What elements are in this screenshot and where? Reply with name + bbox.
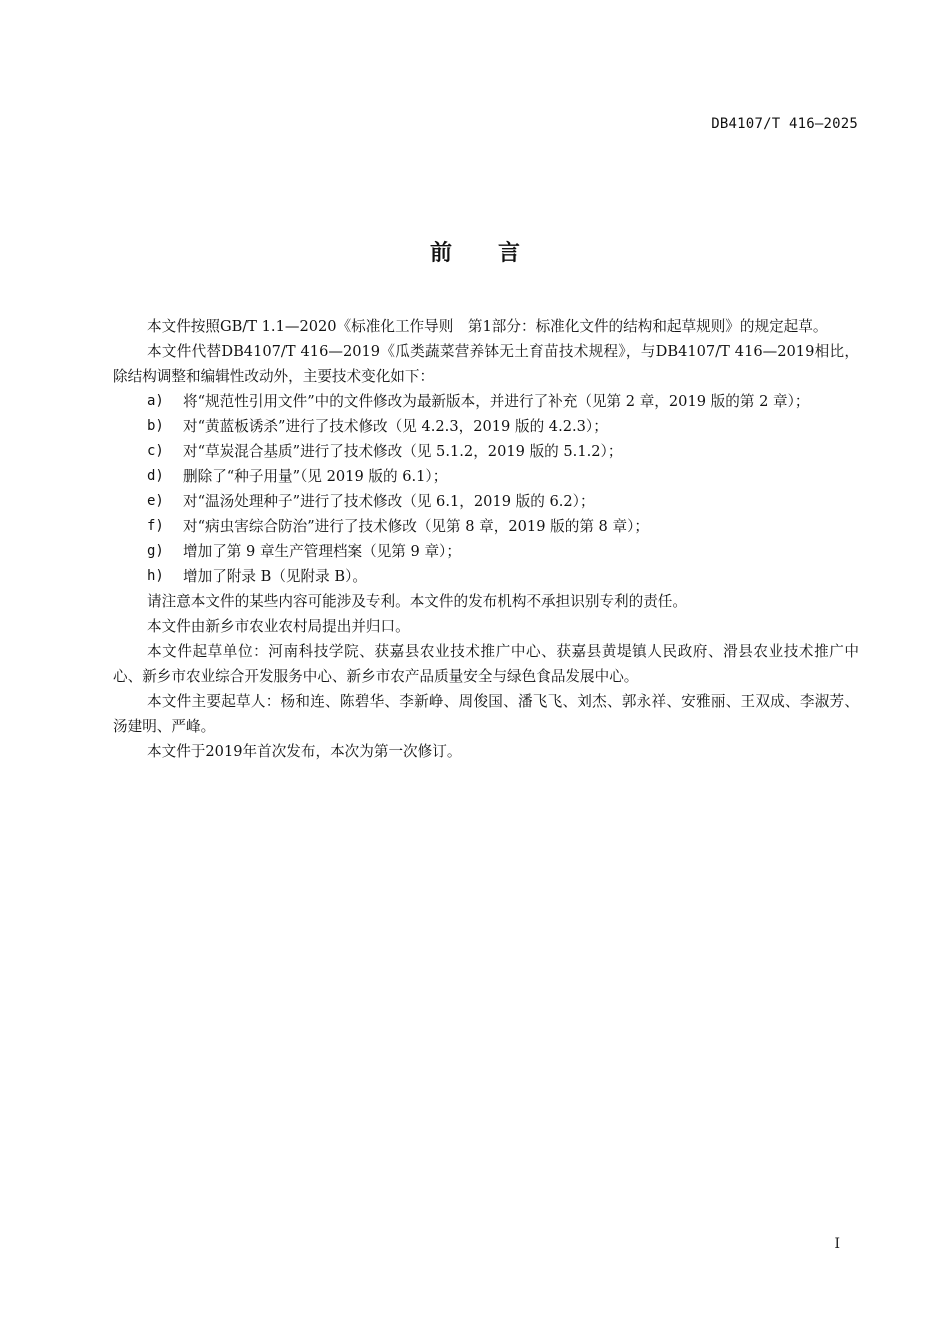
paragraph-proposer: 本文件由新乡市农业农村局提出并归口。 bbox=[147, 618, 410, 635]
list-item bbox=[113, 564, 859, 589]
page-title: 前言 bbox=[429, 241, 566, 266]
list-text: 增加了第 9 章生产管理档案（见第 9 章）； bbox=[183, 543, 461, 560]
list-text: 对“草炭混合基质”进行了技术修改（见 5.1.2，2019 版的 5.1.2）； bbox=[183, 443, 623, 460]
list-text: 对“黄蓝板诱杀”进行了技术修改（见 4.2.3，2019 版的 4.2.3）； bbox=[183, 418, 608, 435]
list-item bbox=[113, 514, 859, 539]
foreword-body bbox=[113, 314, 859, 764]
list-marker: e) bbox=[147, 493, 164, 509]
list-text: 删除了“种子用量”（见 2019 版的 6.1）； bbox=[183, 468, 448, 485]
list-item bbox=[113, 439, 859, 464]
list-marker: d) bbox=[147, 468, 164, 484]
list-item bbox=[113, 464, 859, 489]
paragraph-drafters: 本文件主要起草人：杨和连、陈碧华、李新峥、周俊国、潘飞飞、刘杰、郭永祥、安雅丽、王双成、李淑芳、汤建明、严峰。 bbox=[113, 693, 859, 735]
list-text: 增加了附录 B（见附录 B）。 bbox=[183, 568, 367, 585]
list-text: 对“病虫害综合防治”进行了技术修改（见第 8 章，2019 版的第 8 章）； bbox=[183, 518, 649, 535]
list-marker: f) bbox=[147, 518, 164, 534]
paragraph-history: 本文件于2019年首次发布，本次为第一次修订。 bbox=[147, 743, 462, 760]
list-item bbox=[113, 489, 859, 514]
list-marker: h) bbox=[147, 568, 164, 584]
list-item bbox=[113, 389, 859, 414]
list-item bbox=[113, 539, 859, 564]
list-marker: c) bbox=[147, 443, 164, 459]
document-code: DB4107/T 416—2025 bbox=[711, 116, 858, 132]
paragraph-replacement: 本文件代替DB4107/T 416—2019《瓜类蔬菜营养钵无土育苗技术规程》，与DB4107/T 416—2019相比，除结构调整和编辑性改动外，主要技术变化如下： bbox=[113, 343, 859, 385]
paragraph-drafting-rule: 本文件按照GB/T 1.1—2020《标准化工作导则 第1部分：标准化文件的结构和起草规则》的规定起草。 bbox=[147, 318, 828, 335]
list-marker: a) bbox=[147, 393, 164, 409]
list-marker: g) bbox=[147, 543, 164, 559]
paragraph-patent-notice: 请注意本文件的某些内容可能涉及专利。本文件的发布机构不承担识别专利的责任。 bbox=[147, 593, 687, 610]
list-item bbox=[113, 414, 859, 439]
list-text: 对“温汤处理种子”进行了技术修改（见 6.1，2019 版的 6.2）； bbox=[183, 493, 595, 510]
list-text: 将“规范性引用文件”中的文件修改为最新版本，并进行了补充（见第 2 章，2019 版的第 2 章）； bbox=[183, 393, 810, 410]
page-number: I bbox=[834, 1236, 840, 1252]
list-marker: b) bbox=[147, 418, 164, 434]
paragraph-drafting-units: 本文件起草单位：河南科技学院、获嘉县农业技术推广中心、获嘉县黄堤镇人民政府、滑县农业技术推广中心、新乡市农业综合开发服务中心、新乡市农产品质量安全与绿色食品发展中心。 bbox=[113, 643, 859, 685]
